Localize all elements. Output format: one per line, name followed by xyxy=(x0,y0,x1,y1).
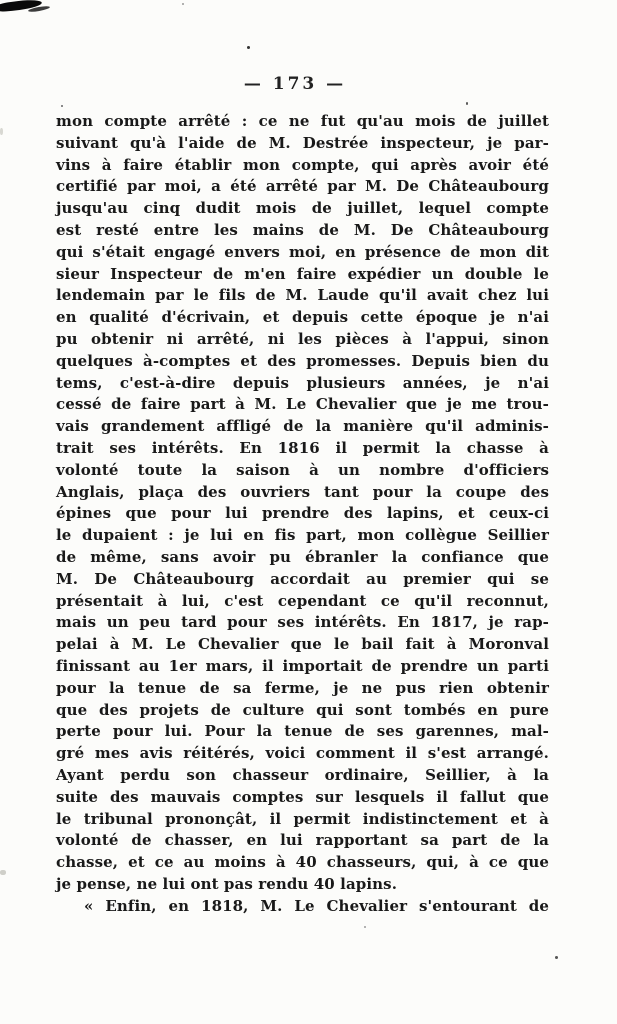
text-line: trait ses intérêts. En 1816 il permit la chasse à xyxy=(56,438,549,457)
text-line: pour la tenue de sa ferme, je ne pus rien obtenir xyxy=(56,678,549,697)
text-line: épines que pour lui prendre des lapins, et ceux-ci xyxy=(56,504,549,523)
text-line: présentait à lui, c'est cependant ce qu'il reconnut, xyxy=(56,591,549,610)
scan-speckle xyxy=(0,870,6,875)
text-line: Ayant perdu son chasseur ordinaire, Seillier, à la xyxy=(56,765,549,784)
text-line: tems, c'est-à-dire depuis plusieurs années, je n'ai xyxy=(56,373,549,392)
scan-speckle xyxy=(247,46,250,49)
text-line: quelques à-comptes et des promesses. Depuis bien du xyxy=(56,351,549,370)
scan-speckle xyxy=(0,128,3,135)
text-line: de même, sans avoir pu ébranler la confiance que xyxy=(56,547,549,566)
text-line: vais grandement affligé de la manière qu'il adminis- xyxy=(56,417,549,436)
text-line: le dupaient : je lui en fis part, mon collègue Seillier xyxy=(56,526,549,545)
text-line: cessé de faire part à M. Le Chevalier que je me trou- xyxy=(56,395,549,414)
scan-speckle xyxy=(364,926,366,928)
text-line: chasse, et ce au moins à 40 chasseurs, qui, à ce que xyxy=(56,853,549,872)
text-line: qui s'était engagé envers moi, en présence de mon dit xyxy=(56,242,549,261)
text-line: pelai à M. Le Chevalier que le bail fait à Moronval xyxy=(56,635,549,654)
text-line: volonté de chasser, en lui rapportant sa part de la xyxy=(56,831,549,850)
text-line: vins à faire établir mon compte, qui après avoir été xyxy=(56,155,549,174)
text-line: est resté entre les mains de M. De Châteaubourg xyxy=(56,220,549,239)
page-number-header: — 173 — xyxy=(243,74,347,94)
text-line: le tribunal prononçât, il permit indistinctement et à xyxy=(56,809,549,828)
text-line: je pense, ne lui ont pas rendu 40 lapins. xyxy=(56,874,398,893)
text-line: « Enfin, en 1818, M. Le Chevalier s'entourant de xyxy=(84,896,549,915)
text-line: que des projets de culture qui sont tombés en pure xyxy=(56,700,549,719)
scan-speckle xyxy=(61,105,63,107)
text-line: perte pour lui. Pour la tenue de ses garennes, mal- xyxy=(56,722,549,741)
text-line: suite des mauvais comptes sur lesquels il fallut que xyxy=(56,787,549,806)
scan-speckle xyxy=(466,102,468,105)
text-line: sieur Inspecteur de m'en faire expédier un double le xyxy=(56,264,549,283)
scan-speckle xyxy=(555,956,558,959)
text-line: jusqu'au cinq dudit mois de juillet, lequel compte xyxy=(56,199,549,218)
page-body xyxy=(56,111,549,917)
text-line: volonté toute la saison à un nombre d'officiers xyxy=(56,460,549,479)
text-line: mon compte arrêté : ce ne fut qu'au mois de juillet xyxy=(56,112,549,130)
text-line: finissant au 1er mars, il importait de prendre un parti xyxy=(56,656,549,675)
text-line: gré mes avis réitérés, voici comment il s'est arrangé. xyxy=(56,744,549,763)
text-line: suivant qu'à l'aide de M. Destrée inspecteur, je par- xyxy=(56,133,549,152)
text-line: lendemain par le fils de M. Laude qu'il avait chez lui xyxy=(56,286,549,305)
text-line: mais un peu tard pour ses intérêts. En 1817, je rap- xyxy=(56,613,549,632)
text-line: Anglais, plaça des ouvriers tant pour la coupe des xyxy=(56,482,549,501)
text-line: en qualité d'écrivain, et depuis cette époque je n'ai xyxy=(56,308,549,327)
text-line: certifié par moi, a été arrêté par M. De Châteaubourg xyxy=(56,177,549,196)
scan-speckle xyxy=(182,3,184,5)
text-line: pu obtenir ni arrêté, ni les pièces à l'appui, sinon xyxy=(56,329,549,348)
text-line: M. De Châteaubourg accordait au premier qui se xyxy=(56,569,549,588)
